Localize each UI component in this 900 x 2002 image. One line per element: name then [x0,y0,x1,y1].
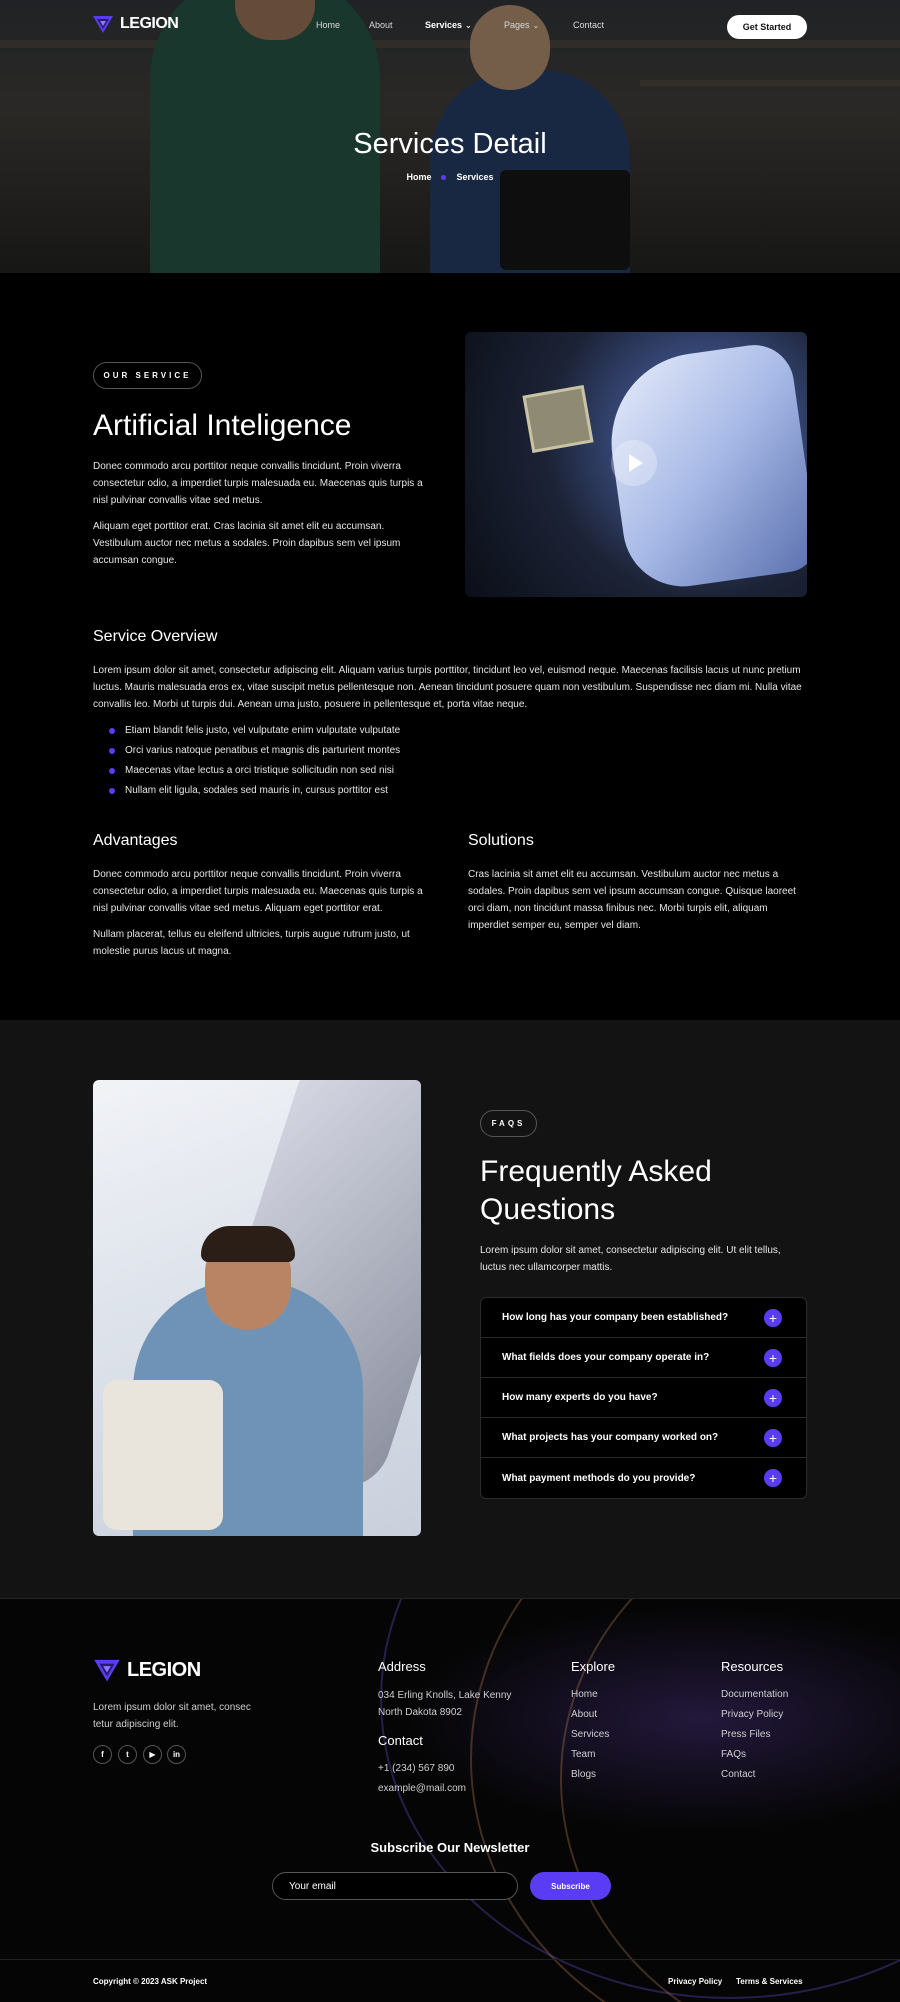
footer [0,1598,900,2002]
engineer-hair-shape [201,1226,295,1262]
chevron-down-icon: ⌄ [532,21,540,30]
footer-link-team[interactable]: Team [571,1749,596,1760]
overview-title: Service Overview [93,628,218,645]
list-item: Maecenas vitae lectus a orci tristique sollicitudin non sed nisi [109,761,709,781]
solutions-text: Cras lacinia sit amet elit eu accumsan. Vestibulum auctor nec metus a sodales. Proin dapibus sem vel ipsum accumsan congue. Quisque laoreet orci diam, non tincidunt massa finibus nec. Morbi turpis elit, aliquam imperdiet semper eu, semper vel diam. [468,869,796,931]
terms-link[interactable]: Terms & Services [736,1977,803,1986]
hero-section [0,0,900,273]
solutions-title: Solutions [468,832,534,849]
explore-heading: Explore [571,1659,616,1674]
list-item: Orci varius natoque penatibus et magnis dis parturient montes [109,741,709,761]
plus-icon[interactable]: + [764,1429,782,1447]
linkedin-icon[interactable]: in [167,1745,186,1764]
get-started-button[interactable]: Get Started [727,15,807,39]
subscribe-button[interactable]: Subscribe [530,1872,611,1900]
faq-accordion [480,1297,807,1499]
footer-link-services[interactable]: Services [571,1729,610,1740]
twitter-icon[interactable]: t [118,1745,137,1764]
legion-logo-icon [92,14,114,34]
list-item: Etiam blandit felis justo, vel vulputate enim vulputate vulputate [109,721,709,741]
play-icon[interactable] [611,440,657,486]
breadcrumb [0,172,900,182]
list-item: Nullam elit ligula, sodales sed mauris in, cursus porttitor est [109,781,709,801]
newsletter-email-input[interactable] [272,1872,518,1900]
service-title: Artificial Inteligence [93,409,352,442]
page-title: Services Detail [353,128,547,160]
footer-link-press-files[interactable]: Press Files [721,1729,771,1740]
plus-icon[interactable]: + [764,1389,782,1407]
footer-about: Lorem ipsum dolor sit amet, consec tetur adipiscing elit. [93,1702,251,1730]
contact-phone[interactable]: +1 (234) 567 890 [378,1763,455,1774]
service-detail-section [0,273,900,1020]
nav-services[interactable] [425,20,472,30]
address-heading: Address [378,1659,426,1674]
brand-logo[interactable] [92,14,178,34]
advantages-title: Advantages [93,832,178,849]
footer-link-contact[interactable]: Contact [721,1769,756,1780]
faq-item[interactable] [481,1458,806,1498]
nav-services-label: Services [425,20,463,30]
top-navigation [0,0,900,52]
faq-question: How long has your company been established? [502,1312,729,1323]
breadcrumb-current: Services [456,172,494,182]
breadcrumb-separator-icon [441,175,446,180]
faq-question: What projects has your company worked on? [502,1432,719,1443]
faq-intro: Lorem ipsum dolor sit amet, consectetur adipiscing elit. Ut elit tellus, luctus nec ullamcorper mattis. [480,1245,781,1273]
legion-logo-icon [93,1657,121,1683]
faq-item[interactable] [481,1378,806,1418]
service-paragraph: Aliquam eget porttitor erat. Cras lacinia sit amet elit eu accumsan. Vestibulum auctor nec metus a sodales. Proin dapibus sem vel ipsum accumsan congue. [93,521,401,566]
newsletter-title: Subscribe Our Newsletter [370,1840,530,1855]
faq-title-line2: Questions [480,1193,616,1226]
footer-link-documentation[interactable]: Documentation [721,1689,789,1700]
footer-link-faqs[interactable]: FAQs [721,1749,747,1760]
overview-list [109,721,709,801]
faq-question: What fields does your company operate in? [502,1352,710,1363]
breadcrumb-home[interactable]: Home [406,172,432,182]
address-line: 034 Erling Knolls, Lake Kenny [378,1690,512,1701]
tablet-shape [103,1380,223,1530]
service-video[interactable] [465,332,807,597]
nav-contact[interactable]: Contact [573,20,605,30]
engineer-robot-image [93,1080,421,1536]
faq-item[interactable] [481,1418,806,1458]
plus-icon[interactable]: + [764,1349,782,1367]
resources-heading: Resources [721,1659,784,1674]
advantages-paragraph: Nullam placerat, tellus eu eleifend ultricies, turpis augue rutrum justo, ut molestie purus lacus ut magna. [93,929,410,957]
nav-pages-label: Pages [504,20,530,30]
copyright-text: Copyright © 2023 ASK Project [93,1977,208,1986]
brand-name: LEGION [120,15,179,32]
section-tag: OUR SERVICE [93,362,202,389]
faq-question: How many experts do you have? [502,1392,658,1403]
plus-icon[interactable]: + [764,1309,782,1327]
address-line: North Dakota 8902 [378,1707,462,1718]
faq-item[interactable] [481,1298,806,1338]
faq-section [0,1020,900,1598]
footer-logo[interactable] [93,1657,201,1683]
privacy-policy-link[interactable]: Privacy Policy [668,1977,723,1986]
overview-text: Lorem ipsum dolor sit amet, consectetur adipiscing elit. Aliquam varius turpis porttitor, tincidunt leo vel, euismod neque. Maecenas facilisis lacus ut nunc pretium luctus. Mauris malesuada eros ex, vitae suscipit metus pellentesque non. Aenean tincidunt posuere quam non vestibulum. Suspendisse nec diam mi. Nulla vitae convallis leo. Morbi ut turpis dui. Aenean urna justo, posuere in pellentesque et, porta vitae neque. [93,665,802,710]
facebook-icon[interactable]: f [93,1745,112,1764]
plus-icon[interactable]: + [764,1469,782,1487]
footer-divider [0,1959,900,1960]
nav-home[interactable]: Home [316,20,341,30]
contact-email[interactable]: example@mail.com [378,1783,466,1794]
faq-title-line1: Frequently Asked [480,1155,712,1188]
faq-tag: FAQS [480,1110,537,1137]
youtube-icon[interactable]: ▶ [143,1745,162,1764]
nav-about[interactable]: About [369,20,393,30]
contact-heading: Contact [378,1733,423,1748]
footer-link-about[interactable]: About [571,1709,598,1720]
service-paragraph: Donec commodo arcu porttitor neque convallis tincidunt. Proin viverra consectetur odio, a imperdiet turpis malesuada eu. Maecenas quis turpis a nisl pulvinar convallis vitae sed metus. [93,461,423,506]
advantages-paragraph: Donec commodo arcu porttitor neque convallis tincidunt. Proin viverra consectetur odio, a imperdiet turpis malesuada eu. Maecenas quis turpis a nisl pulvinar convallis vitae sed metus. Aliquam eget porttitor erat. [93,869,423,914]
footer-link-blogs[interactable]: Blogs [571,1769,597,1780]
nav-pages[interactable] [504,20,539,30]
chip-image [522,385,593,453]
faq-item[interactable] [481,1338,806,1378]
chevron-down-icon: ⌄ [465,21,472,30]
faq-question: What payment methods do you provide? [502,1472,696,1484]
footer-link-home[interactable]: Home [571,1689,598,1700]
footer-brand-name: LEGION [127,1658,201,1681]
footer-link-privacy-policy[interactable]: Privacy Policy [721,1709,784,1720]
